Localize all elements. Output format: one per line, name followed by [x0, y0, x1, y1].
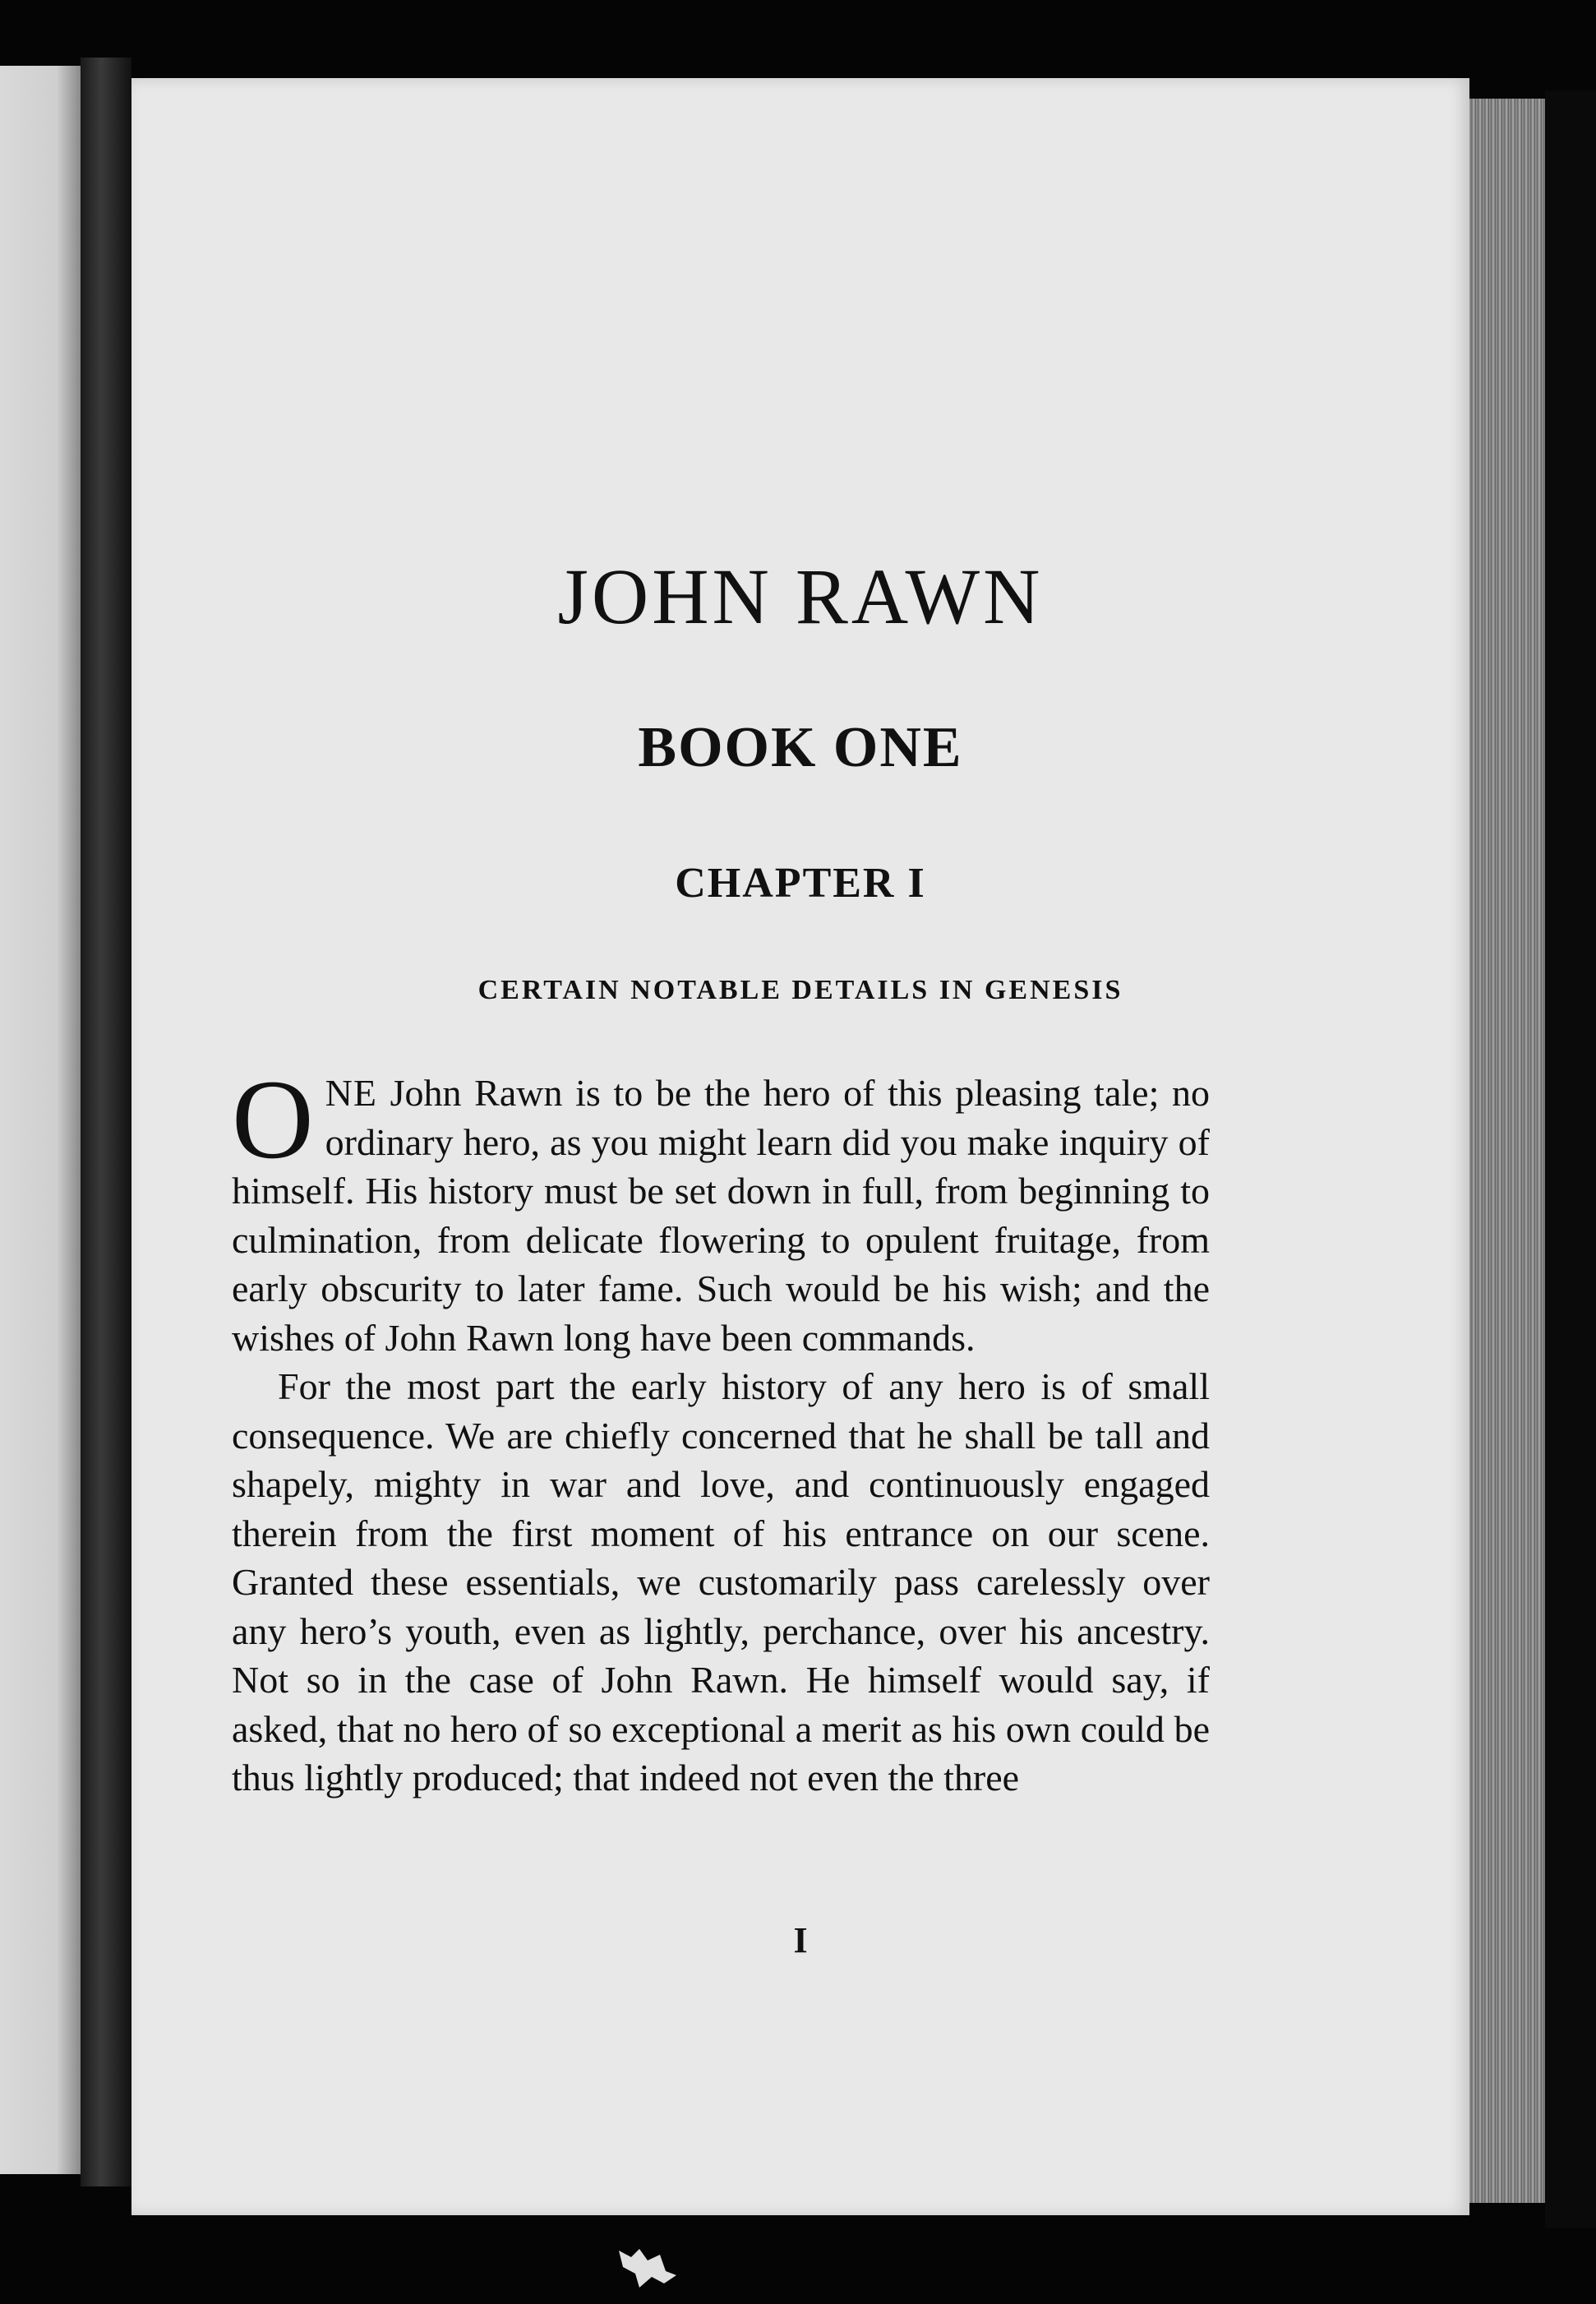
paragraph-2: For the most part the early history of any hero is of small consequence. We are chiefly concerned that he shall be tall and shapely, mighty in war and love, and continuously engaged therein from the first moment of his entrance on our scene. Granted these essentials, we customarily pass carelessly over any hero’s youth, even as lightly, perchance, over his ancestry. Not so in the case of John Rawn. He himself would say, if asked, that no hero of so exceptional a merit as his own could be thus lightly produced; that indeed not even the three	[232, 1365, 1210, 1798]
chapter-subtitle: CERTAIN NOTABLE DETAILS IN GENESIS	[477, 975, 1123, 1005]
book-title: JOHN RAWN	[557, 552, 1044, 640]
book-heading: BOOK ONE	[638, 716, 963, 779]
book-cover-edge	[1545, 90, 1596, 2228]
book-gutter	[81, 58, 131, 2186]
paragraph-1-text: John Rawn is to be the hero of this pleasing tale; no ordinary hero, as you might learn did you make inquiry of himself. His history must be set down in full, from beginning to culmination, from delicate flowering to opulent fruitage, from early obscurity to later fame. Such would be his wish; and the wishes of John Rawn long have been commands.	[232, 1072, 1210, 1359]
page-number: I	[793, 1920, 808, 1960]
paragraph-1	[232, 1056, 1210, 1362]
facing-page-edge	[0, 66, 81, 2174]
page-stack-edge	[1469, 99, 1545, 2203]
chapter-heading: CHAPTER I	[675, 860, 926, 907]
drop-cap: O	[232, 1056, 314, 1182]
body-text	[232, 1056, 1210, 1803]
finger-smudge-icon	[615, 2242, 689, 2292]
opening-caps: NE	[325, 1072, 377, 1114]
